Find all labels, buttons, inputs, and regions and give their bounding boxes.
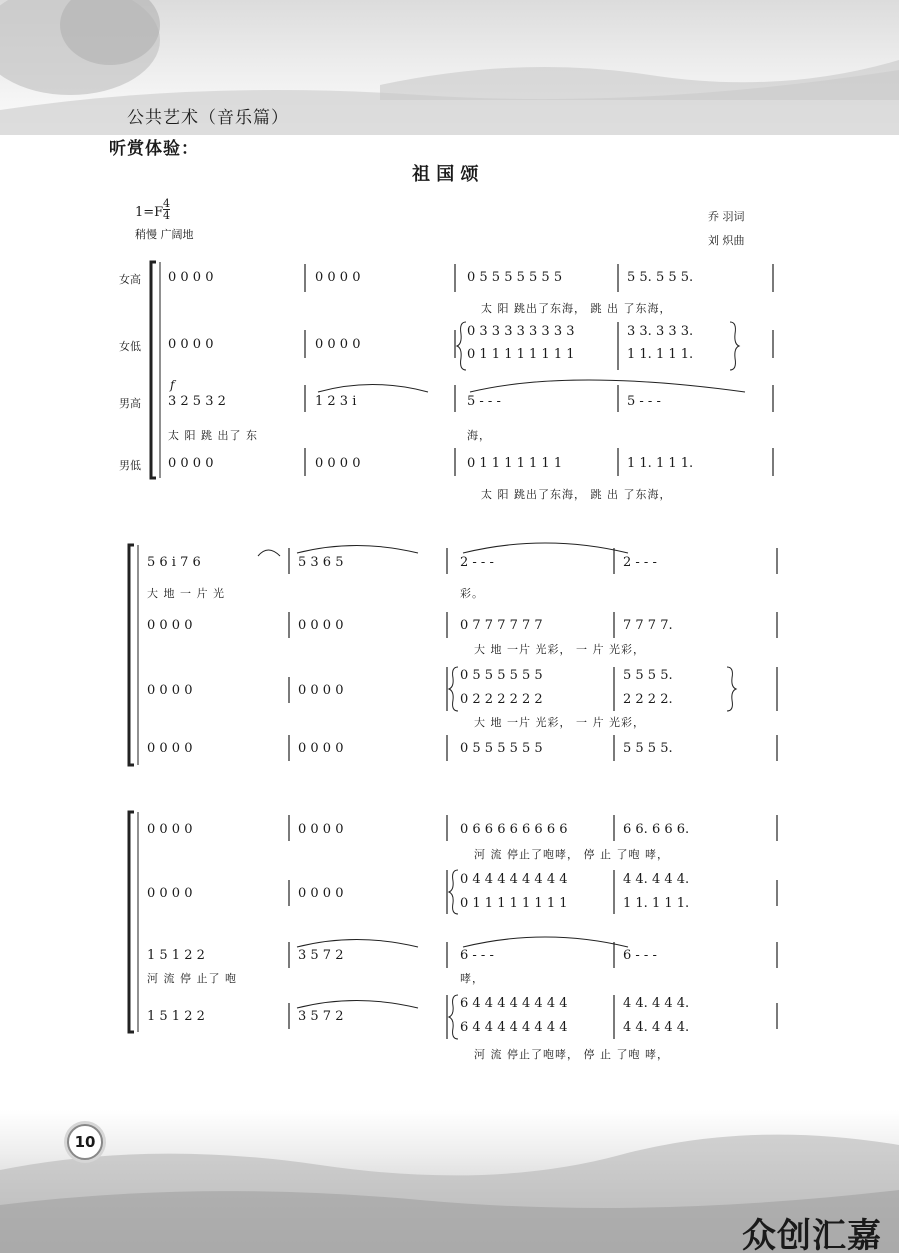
tenor-lyrics-b: 海， (467, 429, 491, 442)
s3-r2-lower-4: 1 1. 1 1 1. (623, 896, 690, 911)
watermark-logo: 众创汇嘉 (742, 1216, 882, 1256)
s3-r1-measure-2: 0 0 0 0 (298, 822, 344, 837)
s3-r4-upper-4: 4 4. 4 4 4. (623, 996, 690, 1011)
s2-r2-measure-3: 0 7 7 7 7 7 7 (460, 618, 543, 633)
s2-r3-measure-1: 0 0 0 0 (147, 683, 193, 698)
s2-r1-measure-1: 5 6 i 7 6 (147, 555, 201, 570)
s2-r2-measure-1: 0 0 0 0 (147, 618, 193, 633)
bass-measure-1: 0 0 0 0 (168, 456, 214, 471)
part-label-soprano: 女高 (119, 273, 141, 286)
s3-r1-measure-1: 0 0 0 0 (147, 822, 193, 837)
time-signature: 4 4 (163, 197, 170, 222)
s2-r4-measure-2: 0 0 0 0 (298, 741, 344, 756)
s2-r3-lyrics: 大 地 一片 光彩， 一 片 光彩， (474, 716, 645, 729)
s3-r3-lyrics-a: 河 流 停 止了 咆 (147, 972, 237, 985)
dynamic-forte: f (170, 378, 175, 392)
s2-r4-measure-3: 0 5 5 5 5 5 5 (460, 741, 543, 756)
tenor-measure-3: 5 - - - (467, 394, 501, 409)
s3-r1-lyrics: 河 流 停止了咆哮， 停 止 了咆 哮， (474, 848, 669, 861)
sop-measure-2: 0 0 0 0 (315, 270, 361, 285)
s2-r1-lyrics-b: 彩。 (460, 587, 484, 600)
s2-r1-measure-4: 2 - - - (623, 555, 657, 570)
s2-r3-lower-3: 0 2 2 2 2 2 2 (460, 692, 543, 707)
bass-measure-3: 0 1 1 1 1 1 1 1 (467, 456, 563, 471)
section-title: 公共艺术（音乐篇） (127, 108, 289, 128)
tenor-measure-4: 5 - - - (627, 394, 661, 409)
s2-r4-measure-1: 0 0 0 0 (147, 741, 193, 756)
alto-upper-3: 0 3 3 3 3 3 3 3 3 (467, 324, 575, 339)
s2-r3-lower-4: 2 2 2 2. (623, 692, 673, 707)
s2-r2-measure-4: 7 7 7 7. (623, 618, 673, 633)
alto-measure-1: 0 0 0 0 (168, 337, 214, 352)
bass-lyrics: 太 阳 跳出了东海， 跳 出 了东海， (481, 488, 672, 501)
s3-r3-measure-4: 6 - - - (623, 948, 657, 963)
tempo-marking: 稍慢 广阔地 (135, 228, 194, 241)
s2-r3-measure-2: 0 0 0 0 (298, 683, 344, 698)
s2-r1-lyrics-a: 大 地 一 片 光 (147, 587, 225, 600)
s2-r3-upper-3: 0 5 5 5 5 5 5 (460, 668, 543, 683)
s3-r3-measure-1: 1 5 1 2 2 (147, 948, 205, 963)
alto-upper-4: 3 3. 3 3 3. (627, 324, 694, 339)
s2-r4-measure-4: 5 5 5 5. (623, 741, 673, 756)
sop-measure-4: 5 5. 5 5 5. (627, 270, 694, 285)
bass-measure-2: 0 0 0 0 (315, 456, 361, 471)
s3-r4-upper-3: 6 4 4 4 4 4 4 4 4 (460, 996, 568, 1011)
s3-r1-measure-4: 6 6. 6 6 6. (623, 822, 690, 837)
s3-r3-measure-3: 6 - - - (460, 948, 494, 963)
listening-heading: 听赏体验： (109, 139, 199, 159)
s3-r1-measure-3: 0 6 6 6 6 6 6 6 6 (460, 822, 568, 837)
s2-r2-lyrics: 大 地 一片 光彩， 一 片 光彩， (474, 643, 645, 656)
s3-r2-lower-3: 0 1 1 1 1 1 1 1 1 (460, 896, 568, 911)
s3-r4-lower-3: 6 4 4 4 4 4 4 4 4 (460, 1020, 568, 1035)
s3-r3-measure-2: 3 5 7 2 (298, 948, 344, 963)
song-title: 祖 国 颂 (412, 164, 479, 185)
lyricist-credit: 乔 羽词 (708, 210, 745, 223)
composer-credit: 刘 炽曲 (708, 234, 745, 247)
alto-measure-2: 0 0 0 0 (315, 337, 361, 352)
s3-r4-lyrics: 河 流 停止了咆哮， 停 止 了咆 哮， (474, 1048, 669, 1061)
s2-r1-measure-3: 2 - - - (460, 555, 494, 570)
tenor-measure-1: 3 2 5 3 2 (168, 394, 226, 409)
s2-r2-measure-2: 0 0 0 0 (298, 618, 344, 633)
s3-r2-measure-2: 0 0 0 0 (298, 886, 344, 901)
sop-measure-3: 0 5 5 5 5 5 5 5 (467, 270, 563, 285)
s3-r4-measure-1: 1 5 1 2 2 (147, 1009, 205, 1024)
s3-r2-measure-1: 0 0 0 0 (147, 886, 193, 901)
page-number: 10 (67, 1124, 103, 1160)
key-signature: 1=F (135, 205, 164, 220)
sop-lyrics: 太 阳 跳出了东海， 跳 出 了东海， (481, 302, 672, 315)
tenor-measure-2: 1 2 3 i (315, 394, 357, 409)
s3-r3-lyrics-b: 哮， (460, 972, 484, 985)
part-label-alto: 女低 (119, 340, 141, 353)
alto-lower-3: 0 1 1 1 1 1 1 1 1 (467, 347, 575, 362)
part-label-bass: 男低 (119, 459, 141, 472)
sop-measure-1: 0 0 0 0 (168, 270, 214, 285)
alto-lower-4: 1 1. 1 1 1. (627, 347, 694, 362)
tenor-lyrics-a: 太 阳 跳 出了 东 (168, 429, 258, 442)
part-label-tenor: 男高 (119, 397, 141, 410)
s3-r4-lower-4: 4 4. 4 4 4. (623, 1020, 690, 1035)
bass-measure-4: 1 1. 1 1 1. (627, 456, 694, 471)
s3-r2-upper-4: 4 4. 4 4 4. (623, 872, 690, 887)
s3-r2-upper-3: 0 4 4 4 4 4 4 4 4 (460, 872, 568, 887)
s2-r3-upper-4: 5 5 5 5. (623, 668, 673, 683)
s2-r1-measure-2: 5 3 6 5 (298, 555, 344, 570)
s3-r4-measure-2: 3 5 7 2 (298, 1009, 344, 1024)
